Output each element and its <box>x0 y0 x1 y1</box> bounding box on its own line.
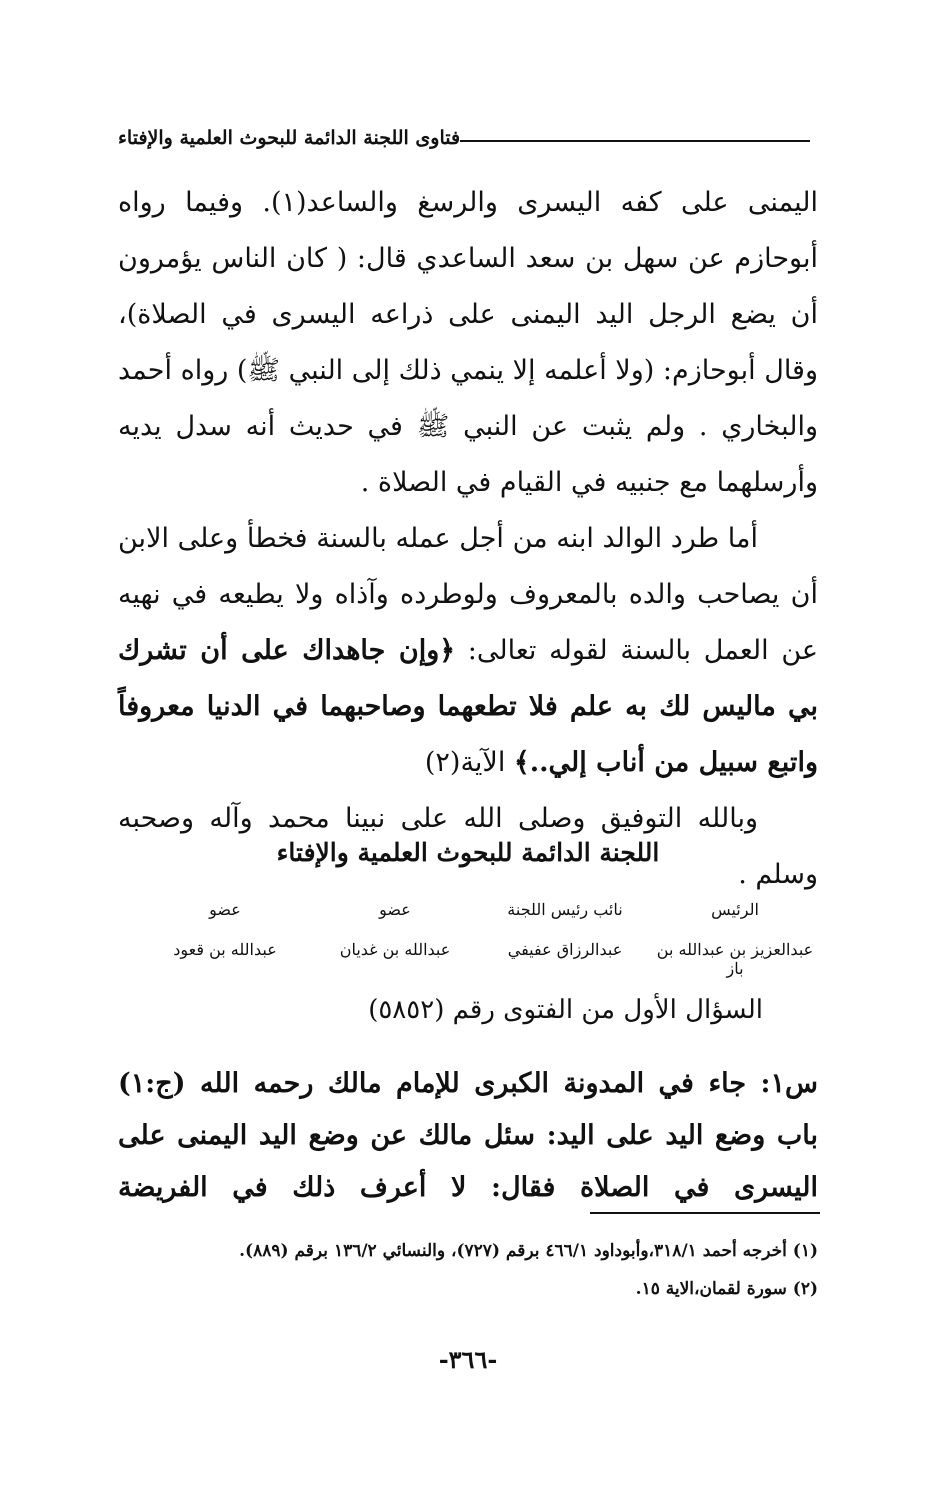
name-member-2: عبدالله بن قعود <box>173 940 277 959</box>
body-paragraph-2 <box>118 511 818 791</box>
question-text <box>118 1058 818 1214</box>
role-chairman: الرئيس <box>711 900 759 919</box>
signature-roles <box>140 900 820 919</box>
page-number: -٣٦٦- <box>438 1345 498 1374</box>
fatwa-body <box>118 175 818 903</box>
signature-names <box>140 940 820 978</box>
footnote-2: (٢) سورة لقمان،الاية ١٥. <box>635 1279 818 1299</box>
question-heading: السؤال الأول من الفتوى رقم (٥٨٥٢) <box>368 995 763 1025</box>
footnote-1: (١) أخرجه أحمد ٣١٨/١،وأبوداود ٤٦٦/١ برقم (٧٢٧)، والنسائي ١٣٦/٢ برقم (٨٨٩). <box>239 1241 818 1261</box>
name-vice-chairman: عبدالرزاق عفيفي <box>507 940 623 959</box>
body-paragraph-1: اليمنى على كفه اليسرى والرسغ والساعد(١). وفيما رواه أبوحازم عن سهل بن سعد الساعدي قال: ( كان الناس يؤمرون أن يضع الرجل اليد اليمنى على ذراعه اليسرى في الصلاة)، وقال أبوحازم: (ولا أعلمه إلا ينمي ذلك إلى النبي ﷺ) رواه أحمد والبخاري . ولم يثبت عن النبي ﷺ في حديث أنه سدل يديه وأرسلهما مع جنبيه في القيام في الصلاة . <box>118 187 818 498</box>
footnotes <box>118 1232 818 1308</box>
role-member-2: عضو <box>209 900 241 919</box>
verse-reference: الآية(٢) <box>424 747 514 778</box>
committee-title: اللجنة الدائمة للبحوث العلمية والإفتاء <box>276 838 660 867</box>
footnote-divider <box>590 1212 820 1214</box>
quran-verse: ﴿وإن جاهداك على أن تشرك بي ماليس لك به علم فلا تطعهما وصاحبهما في الدنيا معروفاً واتبع سبيل من أناب إلي..﴾ <box>118 635 818 778</box>
question-body: س١: جاء في المدونة الكبرى للإمام مالك رحمه الله (ج:١) باب وضع اليد على اليد: سئل مالك عن وضع اليد اليمنى على اليسرى في الصلاة فقال: لا أعرف ذلك في الفريضة <box>118 1068 818 1203</box>
role-vice-chairman: نائب رئيس اللجنة <box>507 900 623 919</box>
paragraph-2-intro: أما طرد الوالد ابنه من أجل عمله بالسنة فخطأ وعلى الابن أن يصاحب والده بالمعروف ولوطرده وآذاه ولا يطيعه في نهيه عن العمل بالسنة لقوله تعالى: <box>118 523 818 666</box>
header-rule <box>460 140 810 142</box>
closing-line: وبالله التوفيق وصلى الله على نبينا محمد وآله وصحبه وسلم . <box>118 803 818 890</box>
header-title: فتاوى اللجنة الدائمة للبحوث العلمية والإفتاء <box>118 127 461 149</box>
name-chairman: عبدالعزيز بن عبدالله بن باز <box>656 940 814 978</box>
name-member-1: عبدالله بن غديان <box>339 940 451 959</box>
running-header <box>118 118 818 158</box>
role-member-1: عضو <box>379 900 411 919</box>
